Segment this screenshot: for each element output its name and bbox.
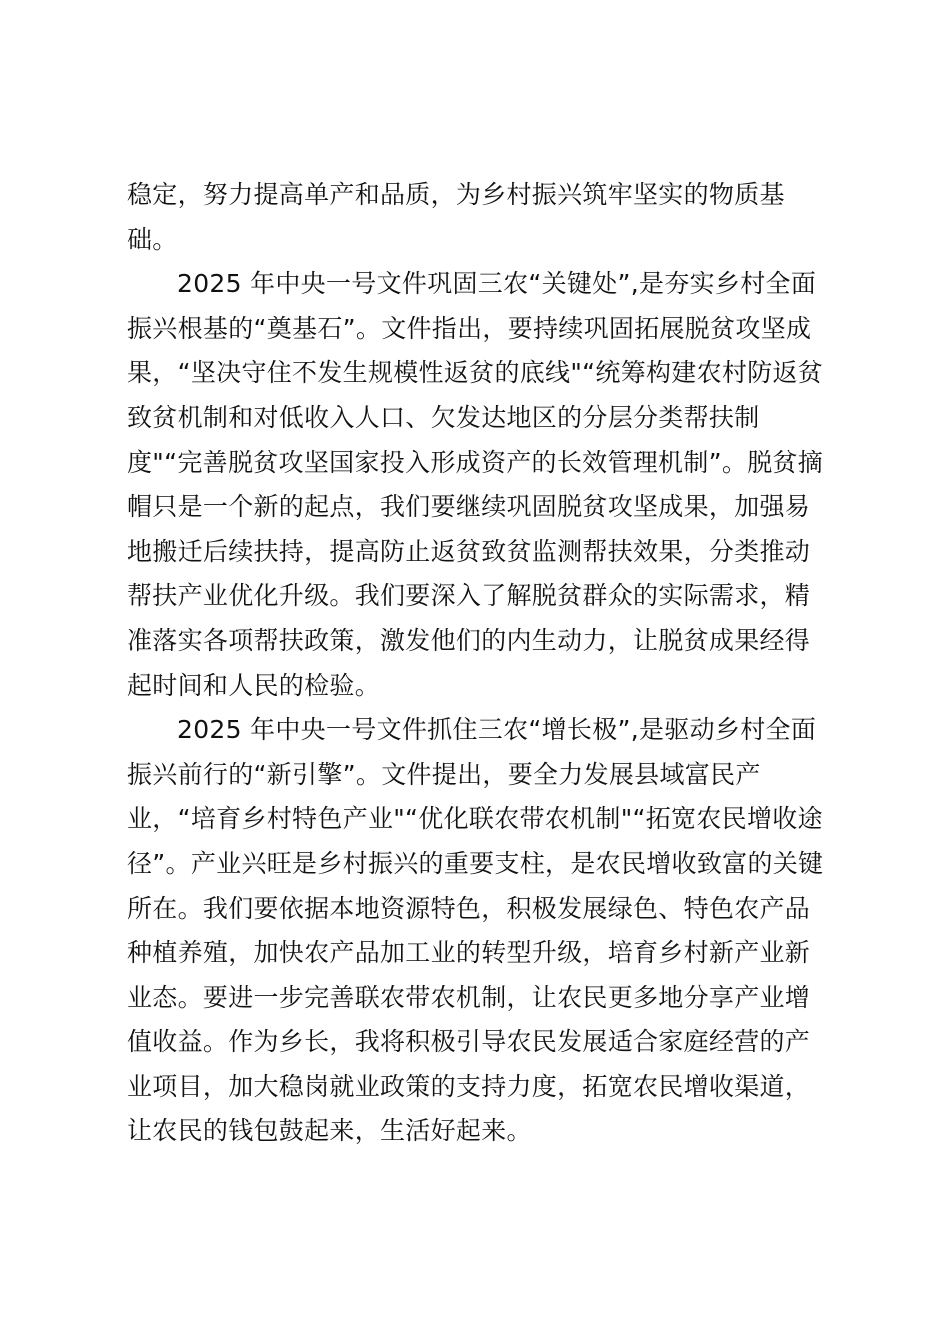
text-line: 础。 — [127, 224, 178, 254]
text-line: 度"“完善脱贫攻坚国家投入形成资产的长效管理机制”。脱贫摘 — [127, 447, 824, 477]
text-line: 帽只是一个新的起点，我们要继续巩固脱贫攻坚成果，加强易 — [127, 492, 811, 522]
text-line: 致贫机制和对低收入人口、欠发达地区的分层分类帮扶制 — [127, 402, 760, 432]
text-line: 准落实各项帮扶政策，激发他们的内生动力，让脱贫成果经得 — [127, 625, 811, 655]
text-line: 起时间和人民的检验。 — [127, 670, 381, 700]
text-line: 业，“培育乡村特色产业"“优化联农带农机制"“拓宽农民增收途 — [127, 804, 823, 834]
text-line: 径”。产业兴旺是乡村振兴的重要支柱，是农民增收致富的关键 — [127, 848, 824, 878]
text-line: 业项目，加大稳岗就业政策的支持力度，拓宽农民增收渠道， — [127, 1071, 811, 1101]
text-line: 地搬迁后续扶持，提高防止返贫致贫监测帮扶效果，分类推动 — [127, 536, 811, 566]
text-line: 振兴根基的“奠基石”。文件指出，要持续巩固拓展脱贫攻坚成 — [127, 313, 812, 343]
text-line: 稳定，努力提高单产和品质，为乡村振兴筑牢坚实的物质基 — [127, 180, 785, 209]
paragraph-start-line: 2025 年中央一号文件抓住三农“增长极”,是驱动乡村全面 — [177, 715, 817, 745]
text-line: 振兴前行的“新引擎”。文件提出，要全力发展县域富民产 — [127, 759, 761, 789]
text-line: 果，“坚决守住不发生规模性返贫的底线"“统筹构建农村防返贫 — [127, 358, 824, 388]
text-line: 种植养殖，加快农产品加工业的转型升级，培育乡村新产业新 — [127, 938, 811, 968]
body-text — [127, 173, 832, 1154]
text-line: 所在。我们要依据本地资源特色，积极发展绿色、特色农产品 — [127, 893, 811, 923]
paragraph-start-line: 2025 年中央一号文件巩固三农“关键处”,是夯实乡村全面 — [177, 269, 817, 299]
text-line: 业态。要进一步完善联农带农机制，让农民更多地分享产业增 — [127, 982, 811, 1012]
text-line: 让农民的钱包鼓起来，生活好起来。 — [127, 1116, 532, 1146]
text-line: 帮扶产业优化升级。我们要深入了解脱贫群众的实际需求，精 — [127, 581, 811, 611]
text-line: 值收益。作为乡长，我将积极引导农民发展适合家庭经营的产 — [127, 1027, 811, 1057]
